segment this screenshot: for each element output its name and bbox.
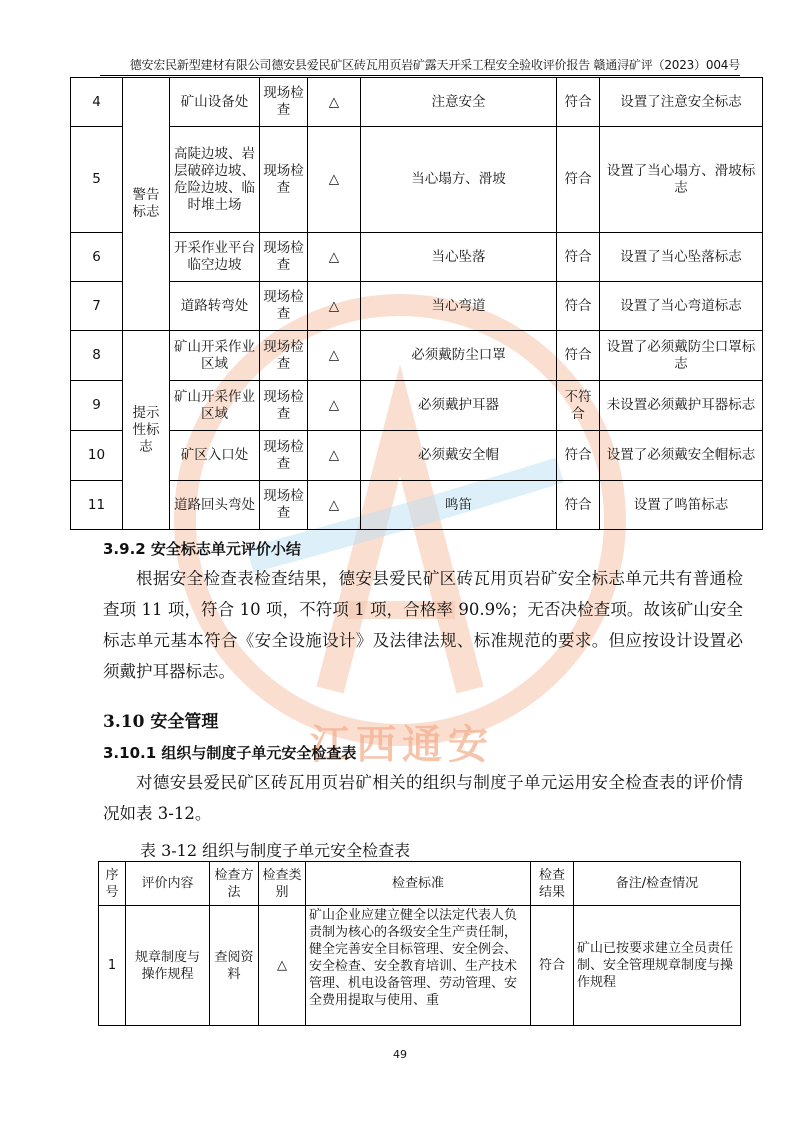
group-warning-signs: 警告标志 (123, 78, 170, 331)
page-header: 德安宏民新型建材有限公司德安县爱民矿区砖瓦用页岩矿露天开采工程安全验收评价报告 赣通浔矿评（2023）004号 (129, 58, 740, 72)
check-standard: 当心塌方、滑坡 (361, 127, 557, 233)
row-number: 11 (71, 481, 123, 530)
watermark-text: 江西通安 (310, 722, 494, 768)
table-row (71, 127, 763, 233)
table-row (71, 331, 763, 381)
check-type: △ (308, 127, 361, 233)
check-standard: 鸣笛 (361, 481, 557, 530)
check-result: 符合 (557, 481, 600, 530)
check-type: △ (308, 431, 361, 481)
check-standard: 注意安全 (361, 78, 557, 127)
check-type: △ (308, 233, 361, 282)
check-standard: 当心坠落 (361, 233, 557, 282)
section-heading-3-10: 3.10 安全管理 (103, 712, 219, 732)
header-no: 序号 (99, 862, 126, 906)
table-row (71, 381, 763, 431)
header-standard: 检查标准 (306, 862, 531, 906)
row-number: 9 (71, 381, 123, 431)
check-standard: 必须戴防尘口罩 (361, 331, 557, 381)
sign-location: 矿山开采作业区域 (170, 381, 260, 431)
check-remark: 设置了注意安全标志 (600, 78, 763, 127)
organization-system-table (98, 861, 741, 1026)
page-number: 49 (393, 1048, 407, 1061)
sign-location: 高陡边坡、岩层破碎边坡、危险边坡、临时堆土场 (170, 127, 260, 233)
check-method: 现场检查 (260, 127, 308, 233)
check-method: 现场检查 (260, 282, 308, 331)
check-type: △ (308, 481, 361, 530)
check-remark: 设置了鸣笛标志 (600, 481, 763, 530)
row-number: 7 (71, 282, 123, 331)
check-type: △ (308, 331, 361, 381)
summary-paragraph: 根据安全检查表检查结果，德安县爱民矿区砖瓦用页岩矿安全标志单元共有普通检查项 11 项，符合 10 项，不符项 1 项，合格率 90.9%；无否决检查项。故该矿山安全标志单元基本符合《安全设施设计》及法律法规、标准规范的要求。但应按设计设置必须戴护耳器标志。 (103, 569, 743, 681)
group-prompt-signs: 提示性标志 (123, 331, 170, 530)
check-result: 符合 (557, 127, 600, 233)
check-result: 符合 (531, 906, 574, 1026)
intro-paragraph: 对德安县爱民矿区砖瓦用页岩矿相关的组织与制度子单元运用安全检查表的评价情况如表 3-12。 (103, 773, 743, 823)
check-standard: 必须戴护耳器 (361, 381, 557, 431)
check-result: 符合 (557, 78, 600, 127)
check-result: 符合 (557, 233, 600, 282)
check-standard: 矿山企业应建立健全以法定代表人负责制为核心的各级安全生产责任制，健全完善安全目标管理、安全例会、安全检查、安全教育培训、生产技术管理、机电设备管理、劳动管理、安全费用提取与使用、重 (306, 906, 531, 1026)
check-type: △ (308, 78, 361, 127)
check-type: △ (308, 282, 361, 331)
check-method: 现场检查 (260, 431, 308, 481)
check-remark: 设置了必须戴安全帽标志 (600, 431, 763, 481)
check-standard: 必须戴安全帽 (361, 431, 557, 481)
row-number: 4 (71, 78, 123, 127)
header-method: 检查方法 (210, 862, 259, 906)
check-result: 符合 (557, 431, 600, 481)
header-content: 评价内容 (126, 862, 210, 906)
check-remark: 设置了必须戴防尘口罩标志 (600, 331, 763, 381)
check-result: 符合 (557, 282, 600, 331)
eval-content: 规章制度与操作规程 (126, 906, 210, 1026)
sign-location: 道路转弯处 (170, 282, 260, 331)
check-standard: 当心弯道 (361, 282, 557, 331)
check-remark: 矿山已按要求建立全员责任制、安全管理规章制度与操作规程 (574, 906, 741, 1026)
check-method: 查阅资料 (210, 906, 259, 1026)
table-row (71, 481, 763, 530)
check-method: 现场检查 (260, 481, 308, 530)
row-number: 6 (71, 233, 123, 282)
header-divider (100, 75, 740, 76)
sign-location: 开采作业平台临空边坡 (170, 233, 260, 282)
check-remark: 设置了当心坠落标志 (600, 233, 763, 282)
table-row (71, 282, 763, 331)
check-type: △ (308, 381, 361, 431)
check-remark: 设置了当心塌方、滑坡标志 (600, 127, 763, 233)
check-method: 现场检查 (260, 78, 308, 127)
check-remark: 未设置必须戴护耳器标志 (600, 381, 763, 431)
check-remark: 设置了当心弯道标志 (600, 282, 763, 331)
sign-location: 矿山开采作业区域 (170, 331, 260, 381)
sign-location: 矿山设备处 (170, 78, 260, 127)
table-header-row (99, 862, 741, 906)
row-number: 10 (71, 431, 123, 481)
check-method: 现场检查 (260, 381, 308, 431)
row-number: 5 (71, 127, 123, 233)
table-row (71, 78, 763, 127)
sign-location: 道路回头弯处 (170, 481, 260, 530)
check-result: 不符合 (557, 381, 600, 431)
check-type: △ (259, 906, 306, 1026)
safety-sign-table (70, 77, 763, 530)
header-remark: 备注/检查情况 (574, 862, 741, 906)
header-type: 检查类别 (259, 862, 306, 906)
table-row (71, 431, 763, 481)
row-number: 8 (71, 331, 123, 381)
table-caption: 表 3-12 组织与制度子单元安全检查表 (140, 841, 411, 860)
header-result: 检查结果 (531, 862, 574, 906)
sign-location: 矿区入口处 (170, 431, 260, 481)
check-method: 现场检查 (260, 331, 308, 381)
check-method: 现场检查 (260, 233, 308, 282)
check-result: 符合 (557, 331, 600, 381)
table-row (99, 906, 741, 1026)
section-heading-3-9-2: 3.9.2 安全标志单元评价小结 (103, 540, 301, 558)
section-heading-3-10-1: 3.10.1 组织与制度子单元安全检查表 (103, 744, 357, 762)
table-row (71, 233, 763, 282)
row-number: 1 (99, 906, 126, 1026)
